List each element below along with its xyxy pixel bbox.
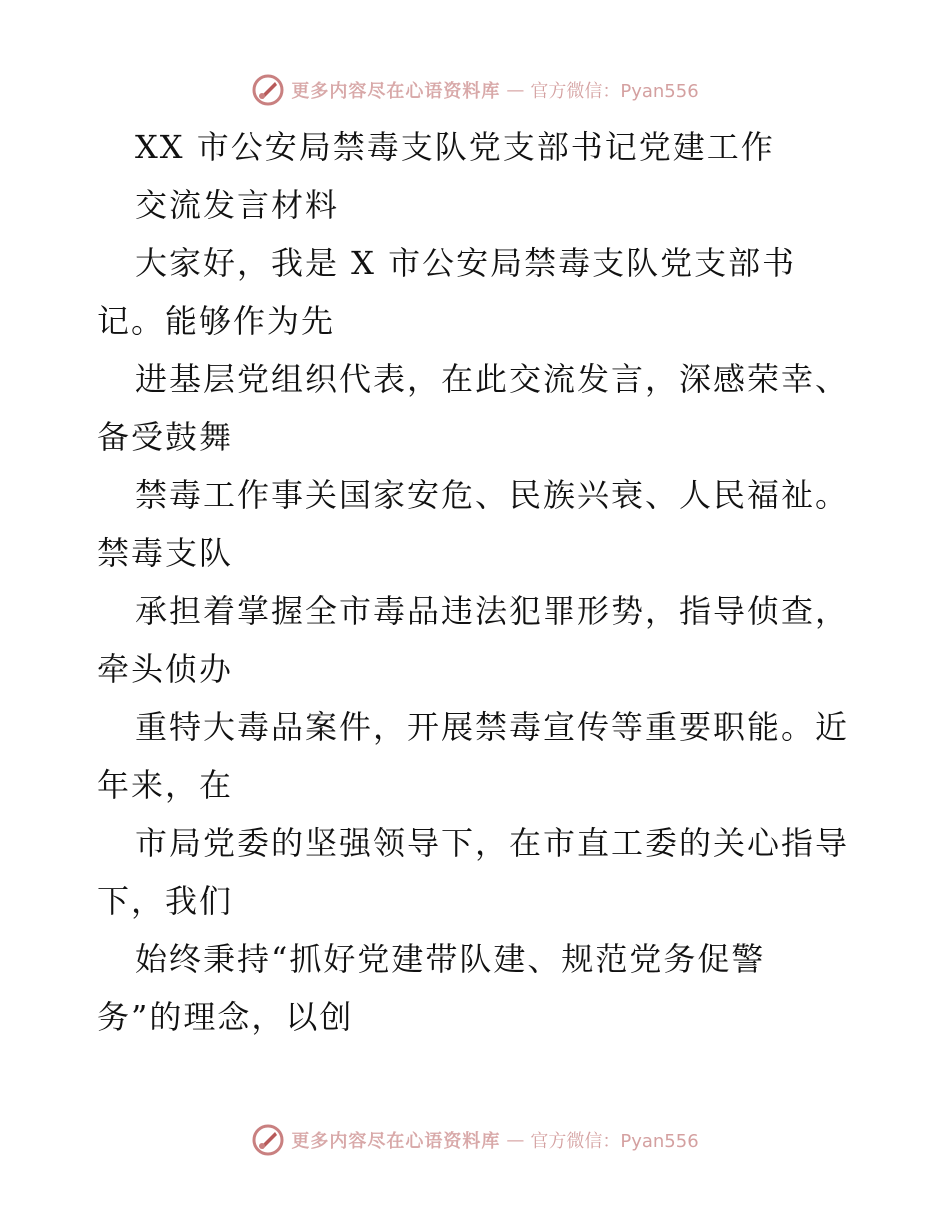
paragraph-line: 备受鼓舞 [97,418,234,456]
paragraph-line: 年来，在 [97,766,234,804]
paragraph-line: 下，我们 [97,882,234,920]
title-line-1: XX 市公安局禁毒支队党支部书记党建工作 [135,128,775,166]
watermark-dash: — [506,79,525,101]
paragraph-line: 禁毒支队 [97,534,234,572]
footer-watermark [0,1120,950,1160]
paragraph-line: 市局党委的坚强领导下，在市直工委的关心指导 [135,824,850,862]
document-body [97,118,877,1046]
paragraph-line: 承担着掌握全市毒品违法犯罪形势，指导侦查， [135,592,850,630]
watermark-dash: — [506,1129,525,1151]
title-line-2: 交流发言材料 [135,186,340,224]
paragraph-line: 重特大毒品案件，开展禁毒宣传等重要职能。近 [135,708,850,746]
paragraph-line: 牵头侦办 [97,650,234,688]
watermark-text: 更多内容尽在心语资料库 [291,81,501,102]
watermark-text: 更多内容尽在心语资料库 [291,1131,501,1152]
paragraph-line: 务”的理念，以创 [97,998,354,1036]
watermark-account: 官方微信：Pyan556 [530,1131,699,1152]
header-watermark [0,70,950,110]
quill-emblem-icon [251,73,285,107]
quill-emblem-icon [251,1123,285,1157]
paragraph-line: 始终秉持“抓好党建带队建、规范党务促警 [135,940,766,978]
paragraph-line: 记。能够作为先 [97,302,336,340]
paragraph-line: 禁毒工作事关国家安危、民族兴衰、人民福祉。 [135,476,850,514]
paragraph-line: 进基层党组织代表，在此交流发言，深感荣幸、 [135,360,850,398]
watermark-account: 官方微信：Pyan556 [530,81,699,102]
paragraph-line: 大家好，我是 X 市公安局禁毒支队党支部书 [135,244,797,282]
